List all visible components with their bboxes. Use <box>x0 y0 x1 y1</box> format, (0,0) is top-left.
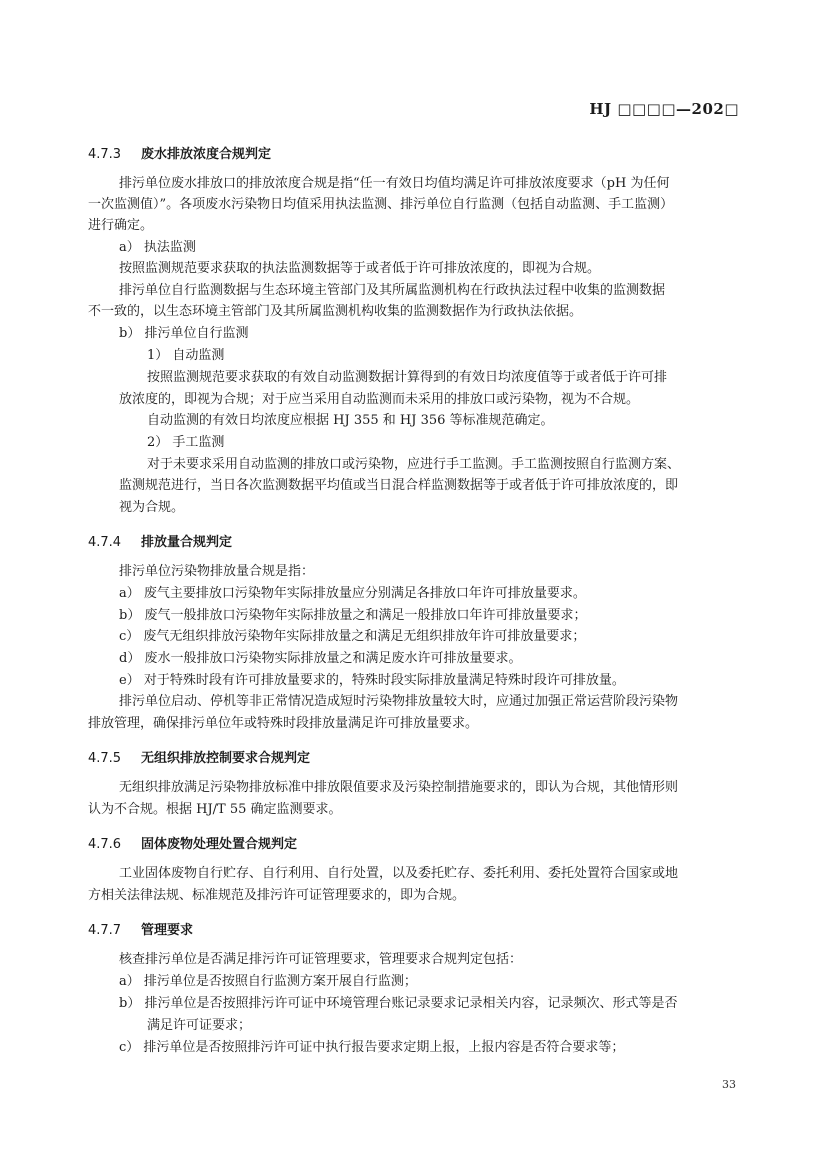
body-line: 排污单位废水排放口的排放浓度合规是指“任一有效日均值均满足许可排放浓度要求（pH 为任何 <box>119 176 670 191</box>
list-item: b） 排污单位是否按照排污许可证中环境管理台账记录要求记录相关内容，记录频次、形式等是否 <box>119 996 678 1011</box>
list-item: c） 排污单位是否按照排污许可证中执行报告要求定期上报，上报内容是否符合要求等； <box>119 1040 625 1055</box>
body-line: 排污单位污染物排放量合规是指： <box>119 564 315 579</box>
sub-list-item: 2） 手工监测 <box>147 435 225 450</box>
body-line: 自动监测的有效日均浓度应根据 HJ 355 和 HJ 356 等标准规范确定。 <box>147 413 554 428</box>
list-item: b） 废气一般排放口污染物年实际排放量之和满足一般排放口年许可排放量要求； <box>119 608 587 623</box>
section-number: 4.7.6 <box>88 837 122 852</box>
section-heading-4-7-3 <box>88 143 271 162</box>
sub-list-item: 1） 自动监测 <box>147 348 225 363</box>
section-heading-4-7-7 <box>88 919 193 938</box>
body-line: 放浓度的，即视为合规；对于应当采用自动监测而未采用的排放口或污染物，视为不合规。 <box>119 392 640 407</box>
list-item: d） 废水一般排放口污染物实际排放量之和满足废水许可排放量要求。 <box>119 651 522 666</box>
section-heading-4-7-6 <box>88 833 297 852</box>
list-item: a） 排污单位是否按照自行监测方案开展自行监测； <box>119 974 417 989</box>
body-line: 按照监测规范要求获取的执法监测数据等于或者低于许可排放浓度的，即视为合规。 <box>119 261 601 276</box>
body-line: 对于未要求采用自动监测的排放口或污染物，应进行手工监测。手工监测按照自行监测方案、 <box>147 457 681 472</box>
section-title: 废水排放浓度合规判定 <box>141 147 272 162</box>
section-title: 固体废物处理处置合规判定 <box>141 837 298 852</box>
body-line: 排污单位自行监测数据与生态环境主管部门及其所属监测机构在行政执法过程中收集的监测数据 <box>119 283 666 298</box>
section-heading-4-7-5 <box>88 747 310 766</box>
page-number: 33 <box>722 1078 736 1091</box>
section-number: 4.7.4 <box>88 535 122 550</box>
body-line: 按照监测规范要求获取的有效自动监测数据计算得到的有效日均浓度值等于或者低于许可排 <box>147 370 668 385</box>
body-line: 一次监测值）”。各项废水污染物日均值采用执法监测、排污单位自行监测（包括自动监测、手工监测） <box>88 197 674 212</box>
body-line: 认为不合规。根据 HJ/T 55 确定监测要求。 <box>88 802 342 817</box>
list-item: c） 废气无组织排放污染物年实际排放量之和满足无组织排放年许可排放量要求； <box>119 629 586 644</box>
list-item: a） 执法监测 <box>119 240 196 255</box>
section-number: 4.7.7 <box>88 923 122 938</box>
body-line: 方相关法律法规、标准规范及排污许可证管理要求的，即为合规。 <box>88 888 466 903</box>
section-heading-4-7-4 <box>88 531 232 550</box>
body-line: 监测规范进行，当日各次监测数据平均值或当日混合样监测数据等于或者低于许可排放浓度的，即 <box>119 478 679 493</box>
section-title: 无组织排放控制要求合规判定 <box>141 751 311 766</box>
standard-code-header: HJ □□□□—202□ <box>589 100 739 118</box>
section-title: 排放量合规判定 <box>141 535 233 550</box>
body-line: 核查排污单位是否满足排污许可证管理要求，管理要求合规判定包括： <box>119 952 523 967</box>
body-line: 满足许可证要求； <box>147 1018 252 1033</box>
body-line: 不一致的，以生态环境主管部门及其所属监测机构收集的监测数据作为行政执法依据。 <box>88 304 583 319</box>
body-line: 视为合规。 <box>119 500 185 515</box>
body-line: 排放管理，确保排污单位年或特殊时段排放量满足许可排放量要求。 <box>88 716 479 731</box>
body-line: 进行确定。 <box>88 218 154 233</box>
body-line: 排污单位启动、停机等非正常情况造成短时污染物排放量较大时，应通过加强正常运营阶段污染物 <box>119 694 679 709</box>
section-number: 4.7.5 <box>88 751 122 766</box>
body-line: 工业固体废物自行贮存、自行利用、自行处置，以及委托贮存、委托利用、委托处置符合国家或地 <box>119 866 679 881</box>
list-item: a） 废气主要排放口污染物年实际排放量应分别满足各排放口年许可排放量要求。 <box>119 586 586 601</box>
body-line: 无组织排放满足污染物排放标准中排放限值要求及污染控制措施要求的，即认为合规，其他情形则 <box>119 780 679 795</box>
list-item: b） 排污单位自行监测 <box>119 326 249 341</box>
section-title: 管理要求 <box>141 923 194 938</box>
list-item: e） 对于特殊时段有许可排放量要求的，特殊时段实际排放量满足特殊时段许可排放量。 <box>119 673 625 688</box>
section-number: 4.7.3 <box>88 147 122 162</box>
